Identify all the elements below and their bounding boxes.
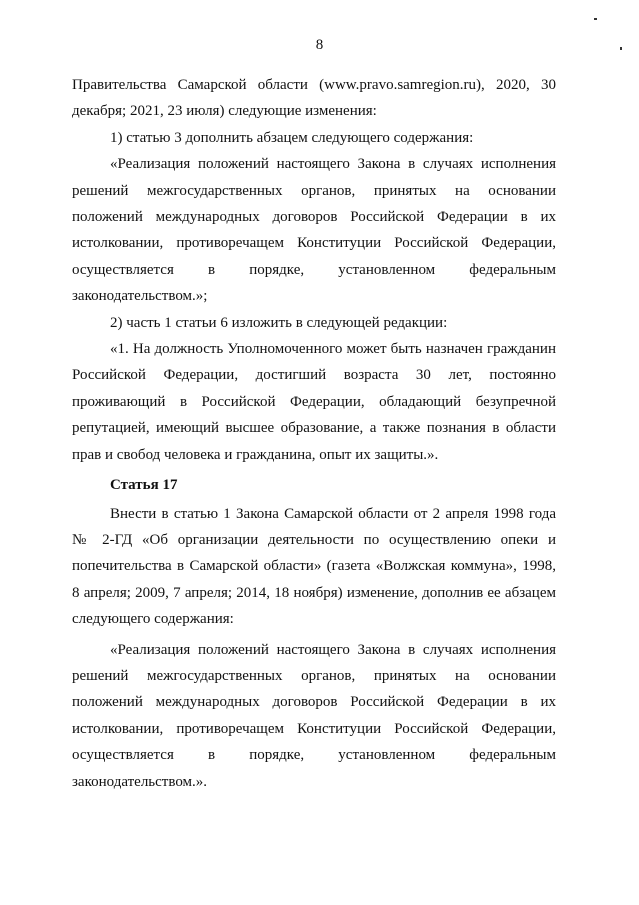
- article-title: Статья 17: [110, 477, 178, 494]
- paragraph-item-2: 2) часть 1 статьи 6 изложить в следующей редакции:: [110, 314, 448, 331]
- article-paragraph-amendment: Внести в статью 1 Закона Самарской области от 2 апреля 1998 года № 2-ГД «Об организации деятельности по осуществлению опеки и попечительства в Самарской области» (газета «Волжская коммуна», 1998, 8 апреля; 2009, 7 апреля; 2014, 18 ноября) изменение, дополнив ее абзацем следующего содержания:: [72, 505, 556, 628]
- paragraph-intro: Правительства Самарской области (www.pravo.samregion.ru), 2020, 30 декабря; 2021, 23 июля) следующие изменения:: [72, 77, 556, 120]
- document-body: [72, 72, 556, 795]
- scan-speck: [594, 18, 597, 20]
- scan-speck: [620, 47, 622, 50]
- page-number: 8: [315, 37, 324, 53]
- article-paragraph-quote: «Реализация положений настоящего Закона в случаях исполнения решений межгосударственных органов, принятых на основании положений международных договоров Российской Федерации в их истолковании, противоречащем Конституции Российской Федерации, осуществляется в порядке, установленном федеральным законодательством.».: [72, 641, 556, 790]
- paragraph-item-1: 1) статью 3 дополнить абзацем следующего содержания:: [110, 129, 474, 146]
- paragraph-quote-1: «Реализация положений настоящего Закона в случаях исполнения решений межгосударственных органов, принятых на основании положений международных договоров Российской Федерации в их истолковании, противоречащем Конституции Российской Федерации, осуществляется в порядке, установленном федеральным законодательством.»;: [72, 156, 556, 305]
- paragraph-quote-2: «1. На должность Уполномоченного может быть назначен гражданин Российской Федерации, достигший возраста 30 лет, постоянно проживающий в Российской Федерации, обладающий безупречной репутацией, имеющий высшее образование, а также познания в области прав и свобод человека и гражданина, опыт их защиты.».: [72, 341, 556, 463]
